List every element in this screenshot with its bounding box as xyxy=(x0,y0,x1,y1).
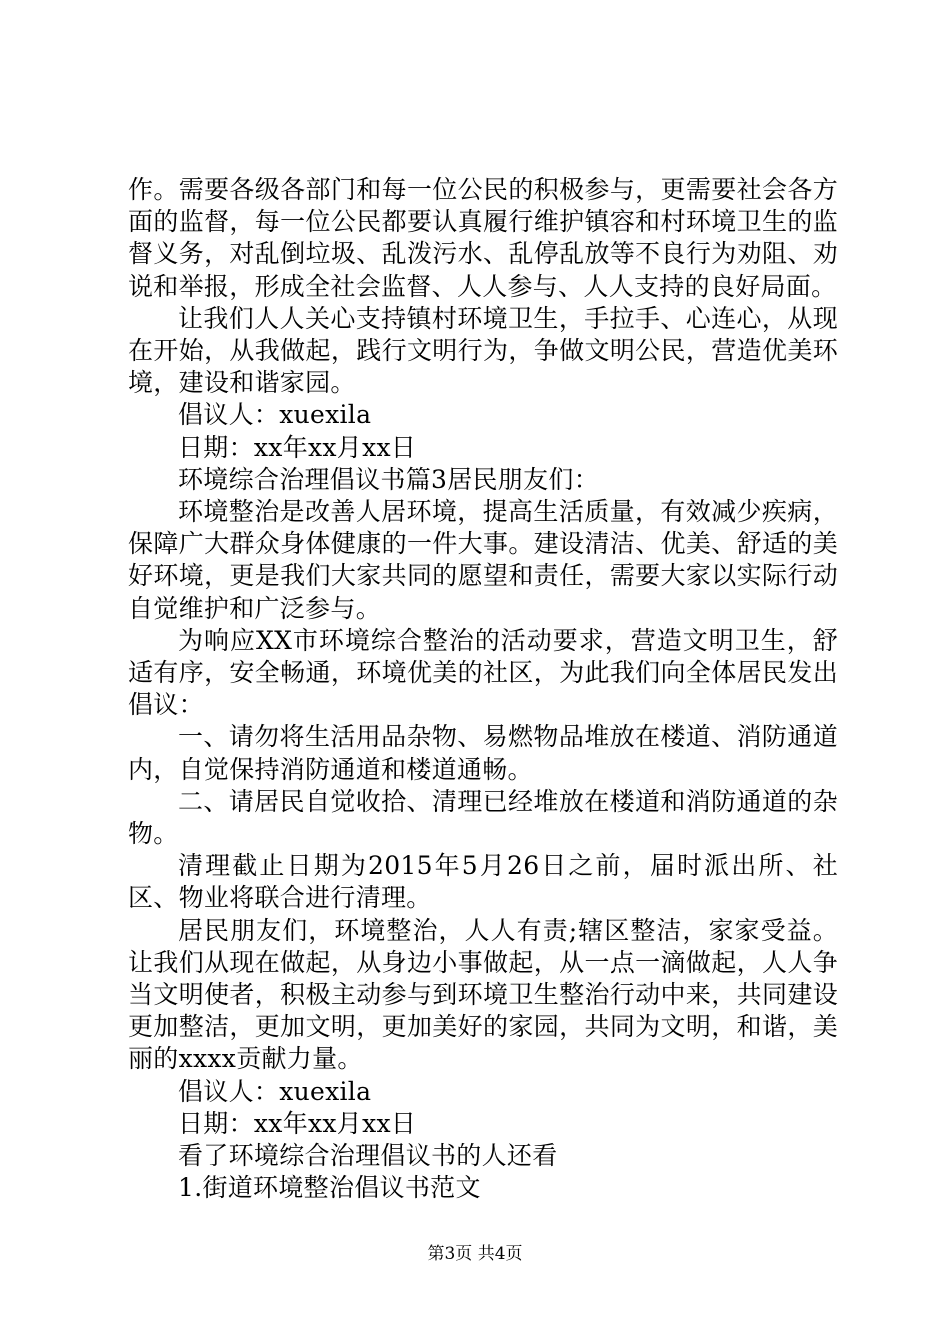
paragraph-item-one: 一、请勿将生活用品杂物、易燃物品堆放在楼道、消防通道内，自觉保持消防通道和楼道通畅。 xyxy=(128,722,838,784)
paragraph-item-two: 二、请居民自觉收拾、清理已经堆放在楼道和消防通道的杂物。 xyxy=(128,786,838,849)
signature-proposer-2: 倡议人：xuexila xyxy=(178,1076,372,1106)
section-heading: 环境综合治理倡议书篇3居民朋友们： xyxy=(178,464,600,494)
paragraph-response: 为响应XX市环境综合整治的活动要求，营造文明卫生，舒适有序，安全畅通，环境优美的社区，为此我们向全体居民发出倡议： xyxy=(128,625,838,720)
paragraph-deadline: 清理截止日期为2015年5月26日之前，届时派出所、社区、物业将联合进行清理。 xyxy=(128,851,838,913)
document-body xyxy=(128,174,838,1205)
paragraph-continuation: 作。需要各级各部门和每一位公民的积极参与，更需要社会各方面的监督，每一位公民都要认真履行维护镇容和村环境卫生的监督义务，对乱倒垃圾、乱泼污水、乱停乱放等不良行为劝阻、劝说和举报，形成全社会监督、人人参与、人人支持的良好局面。 xyxy=(128,175,838,301)
related-heading: 看了环境综合治理倡议书的人还看 xyxy=(178,1141,558,1171)
signature-date: 日期：xx年xx月xx日 xyxy=(178,432,417,462)
paragraph-intro: 环境整治是改善人居环境，提高生活质量，有效减少疾病，保障广大群众身体健康的一件大事。建设清洁、优美、舒适的美好环境，更是我们大家共同的愿望和责任，需要大家以实际行动自觉维护和广泛参与。 xyxy=(128,497,838,623)
signature-proposer: 倡议人：xuexila xyxy=(178,400,372,430)
signature-date-2: 日期：xx年xx月xx日 xyxy=(178,1108,417,1138)
paragraph-closing: 居民朋友们，环境整治，人人有责;辖区整洁，家家受益。让我们从现在做起，从身边小事做起，从一点一滴做起，人人争当文明使者，积极主动参与到环境卫生整治行动中来，共同建设更加整洁，更加文明，更加美好的家园，共同为文明，和谐，美丽的xxxx贡献力量。 xyxy=(128,915,838,1074)
related-link[interactable]: 1.街道环境整治倡议书范文 xyxy=(178,1173,481,1203)
paragraph-appeal: 让我们人人关心支持镇村环境卫生，手拉手、心连心，从现在开始，从我做起，践行文明行为，争做文明公民，营造优美环境，建设和谐家园。 xyxy=(128,303,838,398)
page-number: 第3页 共4页 xyxy=(427,1244,523,1264)
